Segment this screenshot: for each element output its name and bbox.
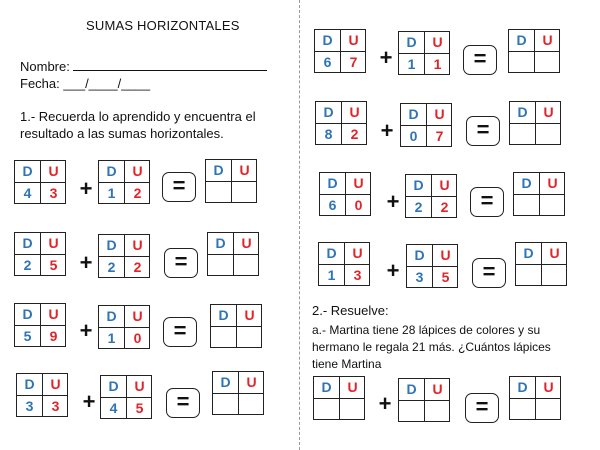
word-problem-line-1: a.- Martina tiene 28 lápices de colores y su bbox=[312, 323, 541, 337]
answer-grid bbox=[205, 159, 257, 203]
plus-sign: + bbox=[82, 389, 96, 414]
tens-header: D bbox=[22, 235, 33, 251]
tens-header: D bbox=[523, 245, 534, 261]
tens-header: D bbox=[326, 245, 337, 261]
column-divider bbox=[299, 0, 300, 450]
plus-sign: + bbox=[79, 318, 93, 343]
addend-a-grid bbox=[14, 303, 66, 347]
units-digit: 0 bbox=[133, 330, 142, 346]
date-field bbox=[20, 75, 150, 93]
answer-units-cell[interactable] bbox=[536, 399, 561, 420]
tens-digit: 1 bbox=[407, 56, 416, 72]
plus-sign: + bbox=[380, 118, 394, 143]
word-problem-answer-grid bbox=[509, 376, 561, 420]
word-problem-line-2: hermano le regala 21 más. ¿Cuántos lápices bbox=[312, 340, 551, 354]
answer-grid bbox=[509, 101, 561, 145]
answer-tens-cell[interactable] bbox=[314, 399, 339, 420]
word-problem-line-3: tiene Martina bbox=[312, 357, 382, 371]
addend-b-grid bbox=[100, 375, 152, 419]
answer-units-cell[interactable] bbox=[536, 124, 561, 145]
worksheet-title: SUMAS HORIZONTALES bbox=[86, 18, 240, 33]
answer-tens-cell[interactable] bbox=[510, 124, 535, 145]
answer-grid bbox=[210, 304, 262, 348]
units-header: U bbox=[246, 374, 257, 390]
addend-b-grid bbox=[98, 305, 150, 349]
units-header: U bbox=[48, 235, 59, 251]
addend-a-grid bbox=[14, 160, 66, 204]
units-header: U bbox=[244, 307, 255, 323]
units-header: U bbox=[349, 104, 360, 120]
addend-b-grid bbox=[406, 244, 458, 288]
answer-tens-cell[interactable] bbox=[510, 399, 535, 420]
units-digit: 7 bbox=[349, 54, 358, 70]
answer-units-cell[interactable] bbox=[232, 182, 257, 203]
tens-header: D bbox=[322, 32, 333, 48]
tens-header: D bbox=[22, 306, 33, 322]
units-header: U bbox=[542, 32, 553, 48]
plus-sign: + bbox=[378, 391, 392, 416]
plus-sign: + bbox=[386, 189, 400, 214]
units-header: U bbox=[543, 104, 554, 120]
units-header: U bbox=[432, 34, 443, 50]
equals-box: = bbox=[472, 258, 506, 288]
answer-tens-cell[interactable] bbox=[516, 265, 541, 286]
tens-header: D bbox=[108, 378, 119, 394]
units-digit: 2 bbox=[440, 199, 449, 215]
units-header: U bbox=[352, 245, 363, 261]
answer-tens-cell[interactable] bbox=[514, 195, 539, 216]
tens-digit: 5 bbox=[23, 328, 32, 344]
units-digit: 5 bbox=[135, 400, 144, 416]
units-header: U bbox=[353, 175, 364, 191]
units-header: U bbox=[50, 376, 61, 392]
equals-box: = bbox=[166, 388, 200, 418]
units-header: U bbox=[48, 163, 59, 179]
units-digit: 9 bbox=[49, 328, 58, 344]
word-problem-grid-b bbox=[398, 378, 450, 422]
tens-header: D bbox=[408, 106, 419, 122]
tens-digit: 8 bbox=[324, 126, 333, 142]
answer-units-cell[interactable] bbox=[535, 52, 560, 73]
units-header: U bbox=[347, 379, 358, 395]
answer-grid bbox=[513, 172, 565, 216]
plus-sign: + bbox=[79, 176, 93, 201]
tens-digit: 3 bbox=[415, 269, 424, 285]
units-digit: 0 bbox=[354, 197, 363, 213]
date-label: Fecha: bbox=[20, 76, 60, 91]
answer-tens-cell[interactable] bbox=[213, 394, 238, 415]
tens-header: D bbox=[24, 376, 35, 392]
answer-grid bbox=[212, 371, 264, 415]
plus-sign: + bbox=[386, 258, 400, 283]
answer-units-cell[interactable] bbox=[239, 394, 264, 415]
tens-header: D bbox=[106, 308, 117, 324]
plus-sign: + bbox=[379, 45, 393, 70]
addend-a-grid bbox=[14, 232, 66, 276]
tens-digit: 2 bbox=[23, 257, 32, 273]
tens-header: D bbox=[321, 379, 332, 395]
addend-a-grid bbox=[314, 29, 366, 73]
units-header: U bbox=[132, 237, 143, 253]
tens-header: D bbox=[215, 235, 226, 251]
tens-digit: 1 bbox=[107, 185, 116, 201]
tens-header: D bbox=[406, 34, 417, 50]
tens-digit: 2 bbox=[414, 199, 423, 215]
units-header: U bbox=[547, 175, 558, 191]
units-header: U bbox=[432, 381, 443, 397]
units-digit: 3 bbox=[49, 185, 58, 201]
tens-header: D bbox=[413, 177, 424, 193]
answer-grid bbox=[508, 29, 560, 73]
tens-header: D bbox=[220, 374, 231, 390]
tens-header: D bbox=[406, 381, 417, 397]
equals-box: = bbox=[465, 393, 499, 423]
answer-units-cell[interactable] bbox=[540, 195, 565, 216]
answer-grid bbox=[207, 232, 259, 276]
units-header: U bbox=[132, 163, 143, 179]
tens-digit: 6 bbox=[323, 54, 332, 70]
answer-tens-cell[interactable] bbox=[509, 52, 534, 73]
instruction-line-1: 1.- Recuerda lo aprendido y encuentra el bbox=[20, 109, 256, 124]
units-header: U bbox=[48, 306, 59, 322]
answer-tens-cell[interactable] bbox=[399, 401, 424, 422]
equals-box: = bbox=[470, 187, 504, 217]
equals-box: = bbox=[162, 172, 196, 202]
addend-b-grid bbox=[405, 174, 457, 218]
tens-header: D bbox=[22, 163, 33, 179]
word-problem-grid-a bbox=[313, 376, 365, 420]
tens-digit: 2 bbox=[107, 259, 116, 275]
addend-b-grid bbox=[98, 234, 150, 278]
tens-header: D bbox=[521, 175, 532, 191]
tens-header: D bbox=[106, 237, 117, 253]
tens-header: D bbox=[517, 104, 528, 120]
section2-heading: 2.- Resuelve: bbox=[312, 303, 389, 318]
units-digit: 5 bbox=[441, 269, 450, 285]
addend-a-grid bbox=[315, 101, 367, 145]
tens-header: D bbox=[414, 247, 425, 263]
tens-digit: 6 bbox=[328, 197, 337, 213]
answer-units-cell[interactable] bbox=[542, 265, 567, 286]
answer-grid bbox=[515, 242, 567, 286]
units-header: U bbox=[434, 106, 445, 122]
name-label: Nombre: bbox=[20, 59, 70, 74]
tens-header: D bbox=[517, 379, 528, 395]
addend-a-grid bbox=[16, 373, 68, 417]
name-blank-line bbox=[73, 58, 267, 71]
answer-units-cell[interactable] bbox=[425, 401, 450, 422]
addend-a-grid bbox=[319, 172, 371, 216]
units-digit: 2 bbox=[133, 185, 142, 201]
tens-digit: 4 bbox=[109, 400, 118, 416]
units-header: U bbox=[239, 162, 250, 178]
units-header: U bbox=[348, 32, 359, 48]
units-digit: 5 bbox=[49, 257, 58, 273]
tens-digit: 3 bbox=[25, 398, 34, 414]
answer-units-cell[interactable] bbox=[340, 399, 365, 420]
tens-header: D bbox=[218, 307, 229, 323]
date-blanks: ___/____/____ bbox=[63, 76, 151, 91]
units-header: U bbox=[543, 379, 554, 395]
name-field bbox=[20, 58, 267, 76]
units-header: U bbox=[439, 177, 450, 193]
tens-header: D bbox=[516, 32, 527, 48]
answer-units-cell[interactable] bbox=[234, 255, 259, 276]
units-digit: 7 bbox=[435, 128, 444, 144]
tens-digit: 4 bbox=[23, 185, 32, 201]
addend-a-grid bbox=[318, 242, 370, 286]
units-header: U bbox=[134, 378, 145, 394]
equals-box: = bbox=[163, 317, 197, 347]
answer-tens-cell[interactable] bbox=[208, 255, 233, 276]
plus-sign: + bbox=[79, 250, 93, 275]
tens-header: D bbox=[213, 162, 224, 178]
equals-box: = bbox=[164, 248, 198, 278]
equals-box: = bbox=[463, 45, 497, 75]
answer-tens-cell[interactable] bbox=[206, 182, 231, 203]
answer-units-cell[interactable] bbox=[237, 327, 262, 348]
units-header: U bbox=[132, 308, 143, 324]
equals-box: = bbox=[466, 116, 500, 146]
tens-digit: 1 bbox=[107, 330, 116, 346]
units-digit: 2 bbox=[133, 259, 142, 275]
answer-tens-cell[interactable] bbox=[211, 327, 236, 348]
units-digit: 2 bbox=[350, 126, 359, 142]
addend-b-grid bbox=[400, 103, 452, 147]
tens-digit: 0 bbox=[409, 128, 418, 144]
units-digit: 3 bbox=[353, 267, 362, 283]
tens-header: D bbox=[106, 163, 117, 179]
units-digit: 1 bbox=[433, 56, 442, 72]
tens-header: D bbox=[327, 175, 338, 191]
units-header: U bbox=[241, 235, 252, 251]
tens-digit: 1 bbox=[327, 267, 336, 283]
units-header: U bbox=[440, 247, 451, 263]
addend-b-grid bbox=[398, 31, 450, 75]
instruction-line-2: resultado a las sumas horizontales. bbox=[20, 126, 224, 141]
addend-b-grid bbox=[98, 160, 150, 204]
units-header: U bbox=[549, 245, 560, 261]
tens-header: D bbox=[323, 104, 334, 120]
units-digit: 3 bbox=[51, 398, 60, 414]
